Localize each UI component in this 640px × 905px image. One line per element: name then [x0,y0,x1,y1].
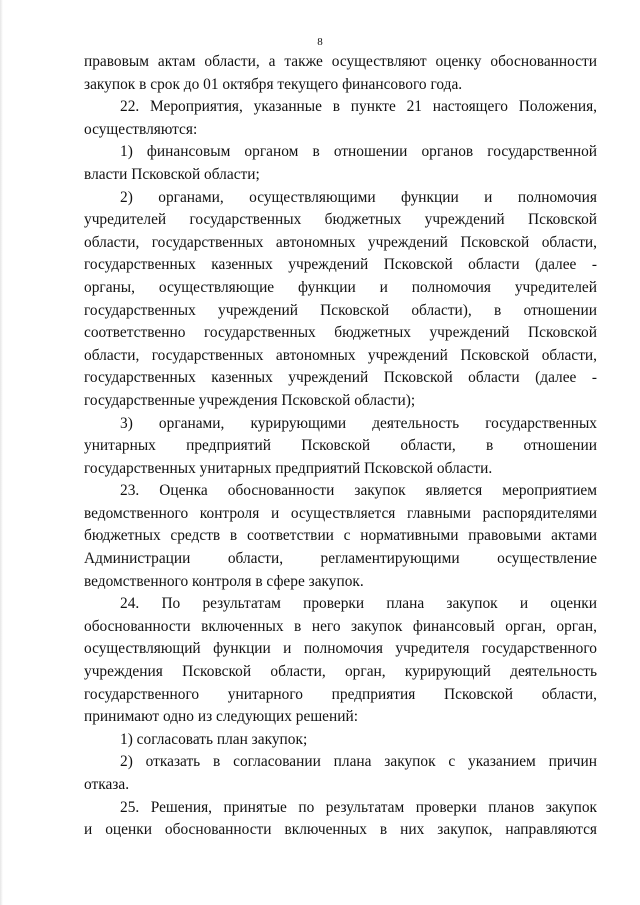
text-line: 24. По результатам проверки плана закупок и оценки [120,595,597,613]
text-line: обоснованности включенных в него закупок финансовый орган, орган, [84,617,597,635]
text-line: государственные учреждения Псковской области); [84,391,416,409]
text-line: 3) органами, курирующими деятельность государственных [120,414,597,432]
text-line: осуществляются: [84,120,198,138]
text-line: ведомственного контроля в сфере закупок. [84,572,364,590]
text-line: 1) согласовать план закупок; [120,730,308,748]
text-line: унитарных предприятий Псковской области, в отношении [84,437,597,455]
text-line: 23. Оценка обоснованности закупок является мероприятием [120,482,597,500]
text-line: Администрации области, регламентирующими осуществление [84,550,597,568]
text-line: 2) отказать в согласовании плана закупок с указанием причин [120,753,597,771]
text-line: 22. Мероприятия, указанные в пункте 21 настоящего Положения, [120,98,597,116]
text-line: учредителей государственных бюджетных учреждений Псковской [84,211,597,229]
text-line: государственных учреждений Псковской области), в отношении [84,301,597,319]
text-line: государственного унитарного предприятия Псковской области, [84,685,597,703]
text-line: 25. Решения, принятые по результатам проверки планов закупок [120,798,597,816]
text-line: соответственно государственных бюджетных учреждений Псковской [84,324,597,342]
text-line: области, государственных автономных учреждений Псковской области, [84,346,597,364]
text-line: учреждения Псковской области, орган, курирующий деятельность [84,663,597,681]
text-line: правовым актам области, а также осуществляют оценку обоснованности [84,53,597,70]
text-line: принимают одно из следующих решений: [84,708,358,726]
text-line: 2) органами, осуществляющими функции и полномочия [120,188,597,206]
text-line: государственных казенных учреждений Псковской области (далее - [84,369,597,387]
text-line: области, государственных автономных учреждений Псковской области, [84,233,597,251]
page-number: 8 [317,36,323,48]
text-line: и оценки обоснованности включенных в них закупок, направляются [84,821,597,839]
scan-edge-shadow [0,0,3,905]
text-line: отказа. [84,776,130,793]
text-line: осуществляющий функции и полномочия учредителя государственного [84,640,597,658]
text-line: государственных казенных учреждений Псковской области (далее - [84,256,597,274]
text-line: органы, осуществляющие функции и полномочия учредителей [84,278,597,296]
text-line: государственных унитарных предприятий Псковской области. [84,459,493,477]
text-line: ведомственного контроля и осуществляется главными распорядителями [84,504,597,522]
text-line: бюджетных средств в соответствии с нормативными правовыми актами [84,527,597,545]
text-line: закупок в срок до 01 октября текущего финансового года. [84,75,463,93]
text-line: власти Псковской области; [84,165,260,183]
text-line: 1) финансовым органом в отношении органов государственной [120,143,597,161]
body-text [84,51,597,842]
